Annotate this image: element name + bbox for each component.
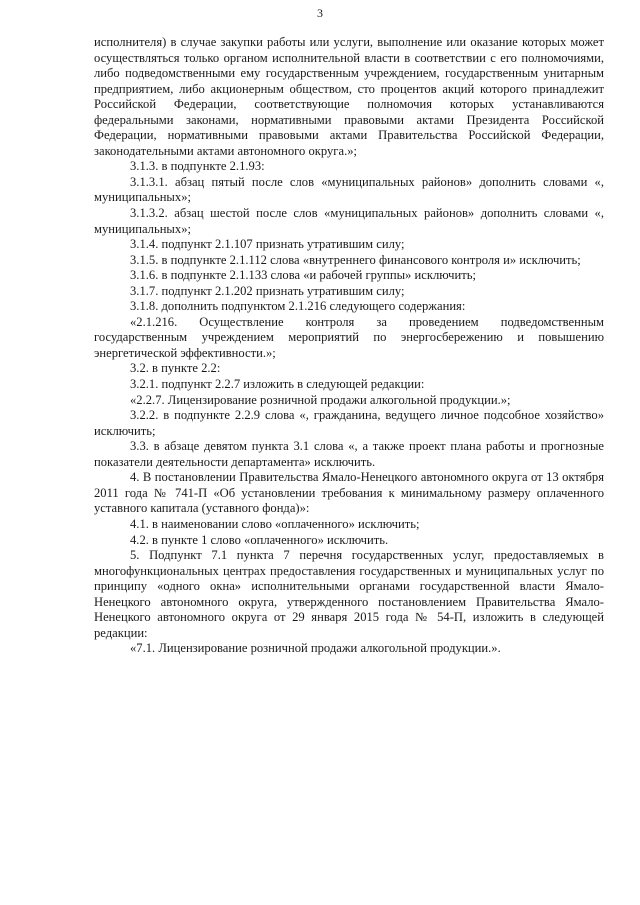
paragraph: исполнителя) в случае закупки работы или услуги, выполнение или оказание которых может осуществляться только органом исполнительной власти в соответствии с его полномочиями, либо подведомственными ему государственным учреждением, государственным унитарным предприятием, либо акционерным обществом, сто процентов акций которого принадлежит Российской Федерации, соответствующие полномочия которых устанавливаются федеральными законами, нормативными правовыми актами Президента Российской Федерации, нормативными правовыми актами Правительства Российской Федерации, законодательными актами автономного округа.»; — [94, 35, 604, 158]
paragraph: 3.2. в пункте 2.2: — [130, 361, 221, 376]
paragraph: 4.2. в пункте 1 слово «оплаченного» исключить. — [130, 532, 389, 547]
paragraph: 3.1.8. дополнить подпунктом 2.1.216 следующего содержания: — [130, 299, 466, 314]
paragraph: 5. Подпункт 7.1 пункта 7 перечня государственных услуг, предоставляемых в многофункциональных центрах предоставления государственных и муниципальных услуг по принципу «одного окна» исполнительными органами государственной власти Ямало-Ненецкого автономного округа, утвержденного постановлением Правительства Ямало-Ненецкого автономного округа от 29 января 2015 года № 54-П, изложить в следующей редакции: — [94, 548, 604, 640]
paragraph: «2.1.216. Осуществление контроля за проведением подведомственным государственным учреждением мероприятий по энергосбережению и повышению энергетической эффективности.»; — [94, 314, 604, 360]
paragraph: 3.1.3.1. абзац пятый после слов «муниципальных районов» дополнить словами «, муниципальных»; — [94, 174, 604, 205]
page-number: 3 — [317, 6, 323, 20]
paragraph: «2.2.7. Лицензирование розничной продажи алкогольной продукции.»; — [130, 392, 511, 407]
document-body — [94, 35, 604, 657]
paragraph: 3.1.6. в подпункте 2.1.133 слова «и рабочей группы» исключить; — [130, 268, 476, 283]
paragraph: 3.1.5. в подпункте 2.1.112 слова «внутреннего финансового контроля и» исключить; — [130, 252, 581, 267]
paragraph: «7.1. Лицензирование розничной продажи алкогольной продукции.». — [130, 641, 501, 656]
paragraph: 4.1. в наименовании слово «оплаченного» исключить; — [130, 516, 420, 531]
paragraph: 3.1.7. подпункт 2.1.202 признать утратившим силу; — [130, 283, 405, 298]
paragraph: 4. В постановлении Правительства Ямало-Ненецкого автономного округа от 13 октября 2011 года № 741-П «Об установлении требования к минимальному размеру оплаченного уставного капитала (уставного фонда)»: — [94, 470, 604, 516]
paragraph: 3.2.2. в подпункте 2.2.9 слова «, гражданина, ведущего личное подсобное хозяйство» исключить; — [94, 408, 604, 438]
paragraph: 3.1.3. в подпункте 2.1.93: — [130, 159, 265, 174]
paragraph: 3.1.3.2. абзац шестой после слов «муниципальных районов» дополнить словами «, муниципальных»; — [94, 206, 604, 236]
paragraph: 3.1.4. подпункт 2.1.107 признать утратившим силу; — [130, 237, 405, 252]
paragraph: 3.2.1. подпункт 2.2.7 изложить в следующей редакции: — [130, 377, 425, 392]
paragraph: 3.3. в абзаце девятом пункта 3.1 слова «, а также проект плана работы и прогнозные показатели деятельности департамента» исключить. — [94, 439, 604, 469]
